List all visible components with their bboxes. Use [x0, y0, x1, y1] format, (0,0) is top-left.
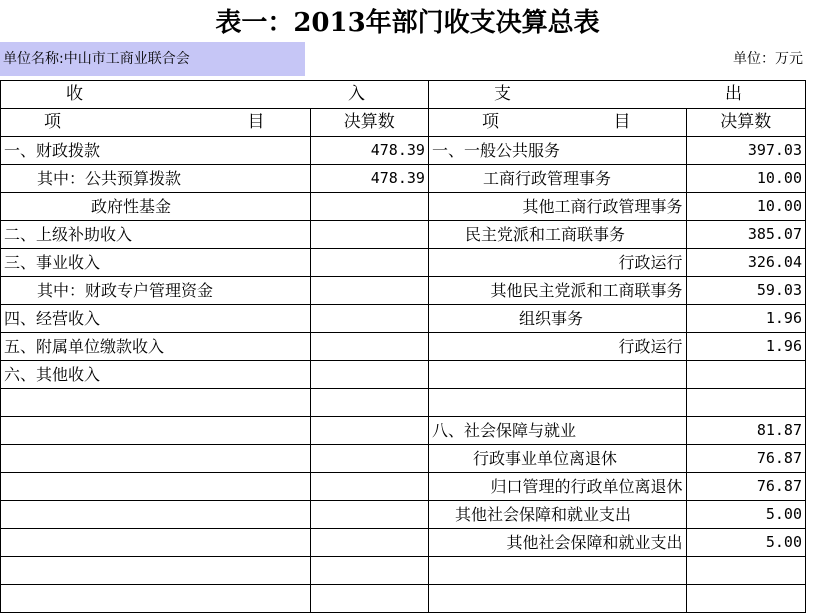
income-right-char: 入: [347, 84, 365, 104]
table-row: [1, 501, 806, 529]
expense-value-cell[interactable]: 397.03: [686, 137, 805, 165]
expense-left-char: 支: [493, 84, 511, 104]
income-value-cell[interactable]: [310, 585, 428, 613]
income-value-cell[interactable]: [310, 417, 428, 445]
expense-label-cell[interactable]: 其他工商行政管理事务: [428, 193, 686, 221]
table-row: [1, 417, 806, 445]
table-row: [1, 361, 806, 389]
table-row: [1, 557, 806, 585]
income-value-cell[interactable]: [310, 529, 428, 557]
table-row: [1, 445, 806, 473]
table-row: [1, 193, 806, 221]
expense-value-cell[interactable]: 5.00: [686, 529, 805, 557]
income-label-cell[interactable]: [1, 529, 311, 557]
expense-label-cell[interactable]: [428, 557, 686, 585]
item-left-char: 项: [481, 112, 499, 132]
expense-label-cell[interactable]: 八、社会保障与就业: [428, 417, 686, 445]
expense-value-cell[interactable]: 5.00: [686, 501, 805, 529]
header-row-section: [1, 81, 806, 109]
income-value-cell[interactable]: [310, 445, 428, 473]
expense-value-cell[interactable]: 76.87: [686, 473, 805, 501]
income-label-cell[interactable]: 三、事业收入: [1, 249, 311, 277]
income-label-cell[interactable]: 五、附属单位缴款收入: [1, 333, 311, 361]
budget-table: [0, 80, 806, 613]
income-value-cell[interactable]: [310, 473, 428, 501]
income-label-cell[interactable]: [1, 501, 311, 529]
expense-value-cell[interactable]: [686, 389, 805, 417]
table-row: [1, 221, 806, 249]
table-row: [1, 249, 806, 277]
expense-label-cell[interactable]: 一、一般公共服务: [428, 137, 686, 165]
income-value-cell[interactable]: [310, 305, 428, 333]
income-label-cell[interactable]: [1, 417, 311, 445]
income-label-cell[interactable]: 其中：公共预算拨款: [1, 165, 311, 193]
expense-label-cell[interactable]: 其他民主党派和工商联事务: [428, 277, 686, 305]
expense-label-cell[interactable]: 归口管理的行政单位离退休: [428, 473, 686, 501]
income-value-cell[interactable]: [310, 333, 428, 361]
expense-right-char: 出: [725, 84, 742, 104]
expense-label-cell[interactable]: 民主党派和工商联事务: [428, 221, 686, 249]
table-row: [1, 277, 806, 305]
expense-value-cell[interactable]: 385.07: [686, 221, 805, 249]
income-value-cell[interactable]: [310, 249, 428, 277]
expense-label-cell[interactable]: 行政事业单位离退休: [428, 445, 686, 473]
unit-label: 单位：万元: [733, 51, 803, 67]
header-row-columns: [1, 109, 806, 137]
income-label-cell[interactable]: [1, 557, 311, 585]
expense-value-cell[interactable]: 326.04: [686, 249, 805, 277]
page-title: 表一：2013年部门收支决算总表: [215, 8, 600, 38]
expense-value-cell[interactable]: 59.03: [686, 277, 805, 305]
item-right-char: 目: [247, 112, 265, 132]
income-value-cell[interactable]: [310, 389, 428, 417]
income-label-cell[interactable]: 二、上级补助收入: [1, 221, 311, 249]
income-label-cell[interactable]: 一、财政拨款: [1, 137, 311, 165]
expense-label-cell[interactable]: [428, 361, 686, 389]
income-label-cell[interactable]: 四、经营收入: [1, 305, 311, 333]
table-row: [1, 473, 806, 501]
expense-amount-header[interactable]: 决算数: [686, 109, 805, 137]
income-value-cell[interactable]: [310, 221, 428, 249]
income-value-cell[interactable]: [310, 277, 428, 305]
income-value-cell[interactable]: [310, 193, 428, 221]
item-right-char: 目: [613, 112, 631, 132]
income-left-char: 收: [66, 84, 83, 104]
income-label-cell[interactable]: 其中：财政专户管理资金: [1, 277, 311, 305]
expense-value-cell[interactable]: 1.96: [686, 305, 805, 333]
expense-value-cell[interactable]: 1.96: [686, 333, 805, 361]
expense-label-cell[interactable]: 其他社会保障和就业支出: [428, 529, 686, 557]
expense-value-cell[interactable]: 76.87: [686, 445, 805, 473]
expense-section-header[interactable]: [428, 81, 805, 109]
unit-name-cell[interactable]: 单位名称:中山市工商业联合会: [0, 42, 305, 76]
income-label-cell[interactable]: [1, 585, 311, 613]
income-section-header[interactable]: [1, 81, 429, 109]
table-row: [1, 165, 806, 193]
expense-value-cell[interactable]: [686, 557, 805, 585]
income-label-cell[interactable]: [1, 389, 311, 417]
table-row: [1, 305, 806, 333]
income-value-cell[interactable]: 478.39: [310, 137, 428, 165]
expense-label-cell[interactable]: 行政运行: [428, 333, 686, 361]
table-row: [1, 137, 806, 165]
income-label-cell[interactable]: [1, 473, 311, 501]
expense-value-cell[interactable]: 10.00: [686, 193, 805, 221]
expense-value-cell[interactable]: [686, 585, 805, 613]
income-item-header[interactable]: [1, 109, 311, 137]
table-row: [1, 585, 806, 613]
item-left-char: 项: [44, 112, 61, 132]
income-label-cell[interactable]: [1, 445, 311, 473]
expense-label-cell[interactable]: 行政运行: [428, 249, 686, 277]
table-row: [1, 529, 806, 557]
income-value-cell[interactable]: 478.39: [310, 165, 428, 193]
expense-label-cell[interactable]: 组织事务: [428, 305, 686, 333]
expense-label-cell[interactable]: 其他社会保障和就业支出: [428, 501, 686, 529]
expense-label-cell[interactable]: 工商行政管理事务: [428, 165, 686, 193]
table-row: [1, 389, 806, 417]
expense-value-cell[interactable]: 10.00: [686, 165, 805, 193]
income-amount-header[interactable]: 决算数: [310, 109, 428, 137]
table-row: [1, 333, 806, 361]
expense-label-cell[interactable]: [428, 389, 686, 417]
expense-item-header[interactable]: [428, 109, 686, 137]
income-value-cell[interactable]: [310, 361, 428, 389]
income-value-cell[interactable]: [310, 501, 428, 529]
expense-label-cell[interactable]: [428, 585, 686, 613]
income-label-cell[interactable]: 六、其他收入: [1, 361, 311, 389]
expense-value-cell[interactable]: [686, 361, 805, 389]
expense-value-cell[interactable]: 81.87: [686, 417, 805, 445]
income-label-cell[interactable]: 政府性基金: [1, 193, 311, 221]
income-value-cell[interactable]: [310, 557, 428, 585]
